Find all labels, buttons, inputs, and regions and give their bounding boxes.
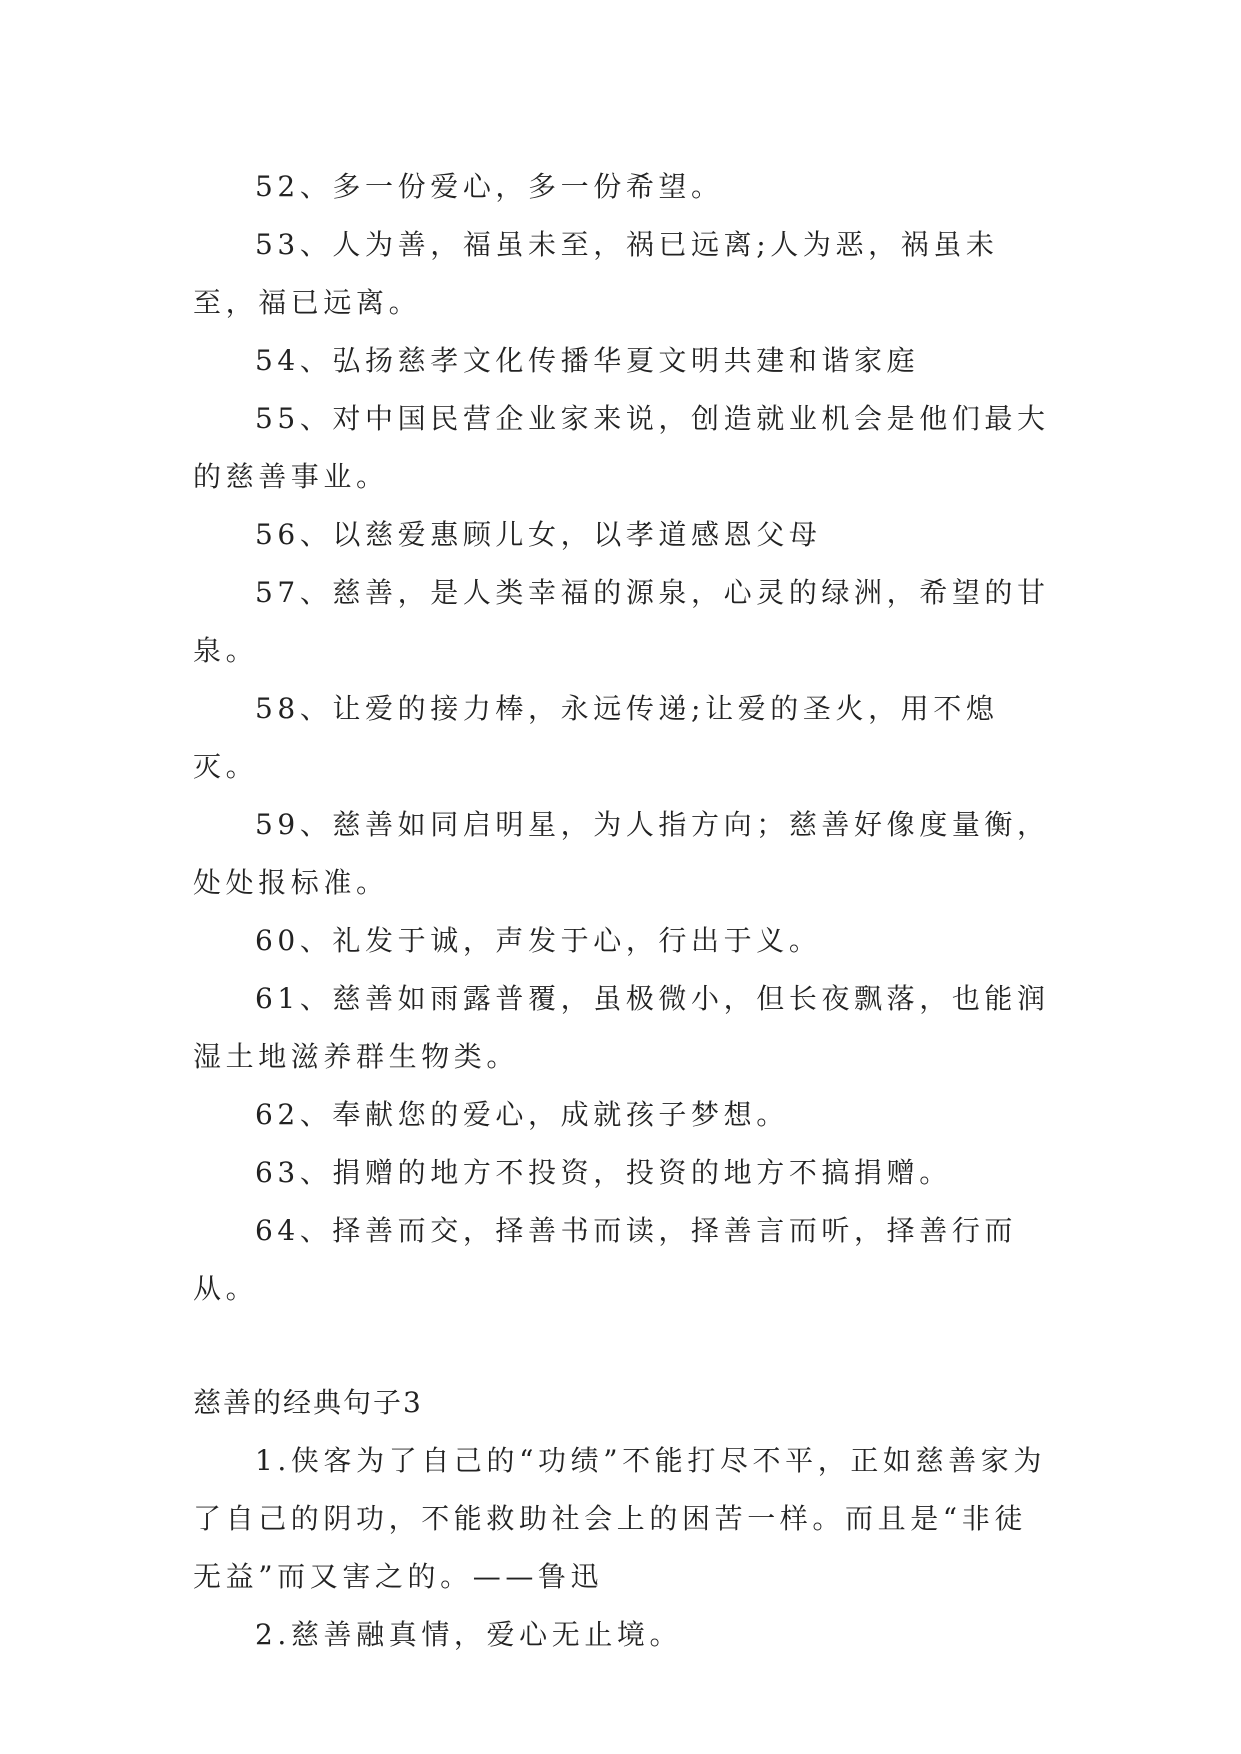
quote-paragraph-56: 56、以慈爱惠顾儿女，以孝道感恩父母 xyxy=(255,518,822,551)
document-body xyxy=(193,158,1053,1664)
quote-paragraph-62: 62、奉献您的爱心，成就孩子梦想。 xyxy=(255,1098,789,1131)
quote-paragraph-60: 60、礼发于诚，声发于心，行出于义。 xyxy=(255,924,822,957)
section-heading: 慈善的经典句子3 xyxy=(193,1386,423,1419)
quote-paragraph-53: 53、人为善，福虽未至，祸已远离;人为恶，祸虽未至，福已远离。 xyxy=(193,228,999,319)
quote-paragraph-59: 59、慈善如同启明星，为人指方向；慈善好像度量衡，处处报标准。 xyxy=(193,808,1050,899)
quote-paragraph-2: 2.慈善融真情，爱心无止境。 xyxy=(255,1618,683,1651)
quote-paragraph-1: 1.侠客为了自己的“功绩”不能打尽不平，正如慈善家为了自己的阴功，不能救助社会上的困苦一样。而且是“非徒无益”而又害之的。——鲁迅 xyxy=(193,1444,1046,1593)
quote-paragraph-63: 63、捐赠的地方不投资，投资的地方不搞捐赠。 xyxy=(255,1156,952,1189)
quote-paragraph-61: 61、慈善如雨露普覆，虽极微小，但长夜飘落，也能润湿土地滋养群生物类。 xyxy=(193,982,1050,1073)
quote-paragraph-52: 52、多一份爱心，多一份希望。 xyxy=(255,170,724,203)
quote-paragraph-64: 64、择善而交，择善书而读，择善言而听，择善行而从。 xyxy=(193,1214,1018,1305)
quote-paragraph-54: 54、弘扬慈孝文化传播华夏文明共建和谐家庭 xyxy=(255,344,920,377)
quote-paragraph-57: 57、慈善，是人类幸福的源泉，心灵的绿洲，希望的甘泉。 xyxy=(193,576,1050,667)
quote-paragraph-55: 55、对中国民营企业家来说，创造就业机会是他们最大的慈善事业。 xyxy=(193,402,1050,493)
quote-paragraph-58: 58、让爱的接力棒，永远传递;让爱的圣火，用不熄灭。 xyxy=(193,692,999,783)
